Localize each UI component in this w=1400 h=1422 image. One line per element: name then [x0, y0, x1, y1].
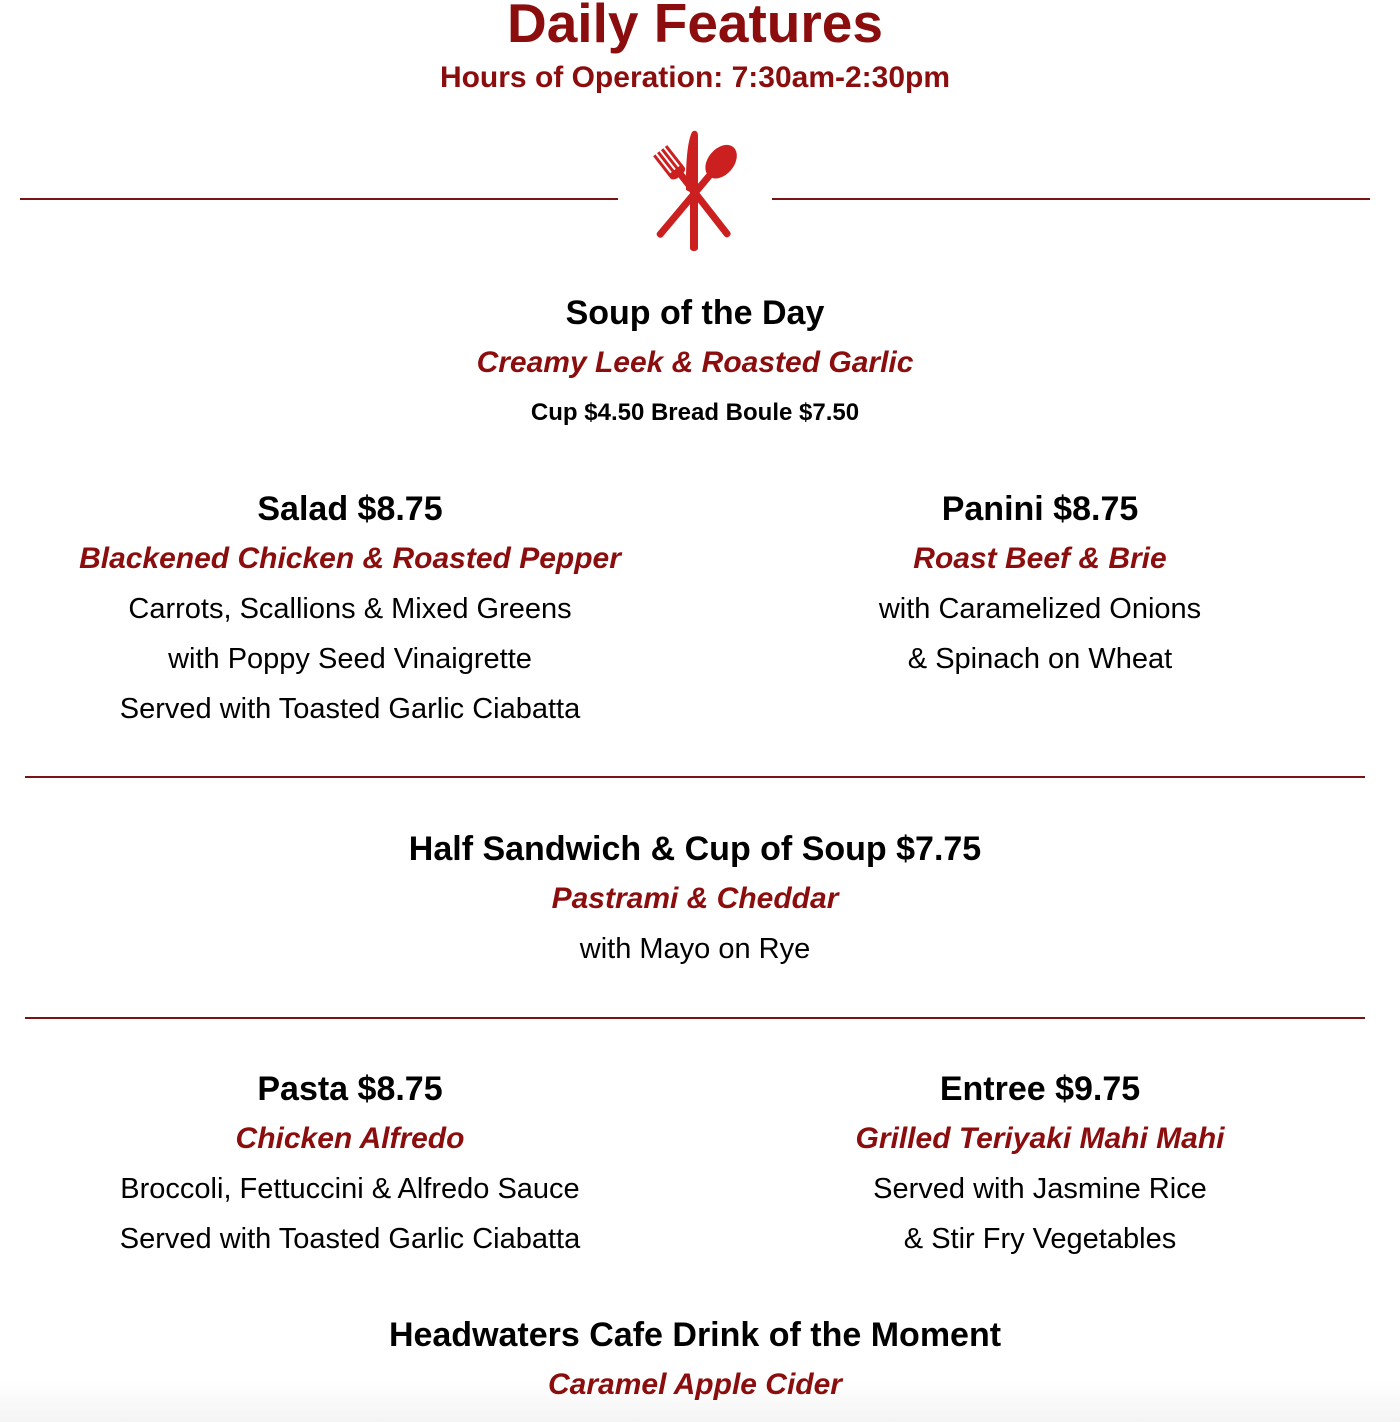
hours-of-operation: Hours of Operation: 7:30am-2:30pm — [439, 61, 951, 94]
salad-line: Carrots, Scallions & Mixed Greens — [128, 593, 572, 625]
panini-line: & Spinach on Wheat — [907, 643, 1173, 675]
header-divider-left — [20, 198, 618, 200]
soup-prices: Cup $4.50 Bread Boule $7.50 — [530, 399, 860, 426]
pasta-heading: Pasta $8.75 — [257, 1070, 443, 1108]
panini-section — [690, 484, 1390, 684]
pasta-section — [0, 1064, 700, 1264]
half-sandwich-heading: Half Sandwich & Cup of Soup $7.75 — [408, 830, 982, 868]
section-divider — [25, 776, 1365, 778]
salad-heading: Salad $8.75 — [257, 490, 443, 528]
soup-heading: Soup of the Day — [565, 294, 825, 332]
fork-knife-spoon-icon — [630, 128, 760, 256]
entree-name: Grilled Teriyaki Mahi Mahi — [855, 1122, 1225, 1155]
salad-line: with Poppy Seed Vinaigrette — [168, 643, 532, 675]
salad-line: Served with Toasted Garlic Ciabatta — [119, 693, 581, 725]
panini-line: with Caramelized Onions — [878, 593, 1202, 625]
half-sandwich-name: Pastrami & Cheddar — [551, 882, 839, 915]
pasta-line: Served with Toasted Garlic Ciabatta — [119, 1223, 581, 1255]
pasta-line: Broccoli, Fettuccini & Alfredo Sauce — [120, 1173, 580, 1205]
panini-heading: Panini $8.75 — [941, 490, 1139, 528]
page-title: Daily Features — [506, 0, 883, 54]
entree-line: Served with Jasmine Rice — [873, 1173, 1207, 1205]
section-divider — [25, 1017, 1365, 1019]
pasta-name: Chicken Alfredo — [235, 1122, 465, 1155]
entree-heading: Entree $9.75 — [939, 1070, 1141, 1108]
salad-name: Blackened Chicken & Roasted Pepper — [79, 542, 621, 575]
drink-name: Caramel Apple Cider — [548, 1368, 842, 1401]
half-sandwich-section — [0, 824, 1390, 974]
entree-line: & Stir Fry Vegetables — [903, 1223, 1177, 1255]
drink-heading: Headwaters Cafe Drink of the Moment — [388, 1316, 1002, 1354]
half-sandwich-line: with Mayo on Rye — [579, 933, 811, 965]
header-divider-right — [772, 198, 1370, 200]
soup-section — [0, 288, 1390, 438]
soup-name: Creamy Leek & Roasted Garlic — [476, 346, 914, 379]
drink-section — [0, 1310, 1390, 1410]
panini-name: Roast Beef & Brie — [913, 542, 1167, 575]
entree-section — [690, 1064, 1390, 1264]
salad-section — [0, 484, 700, 734]
